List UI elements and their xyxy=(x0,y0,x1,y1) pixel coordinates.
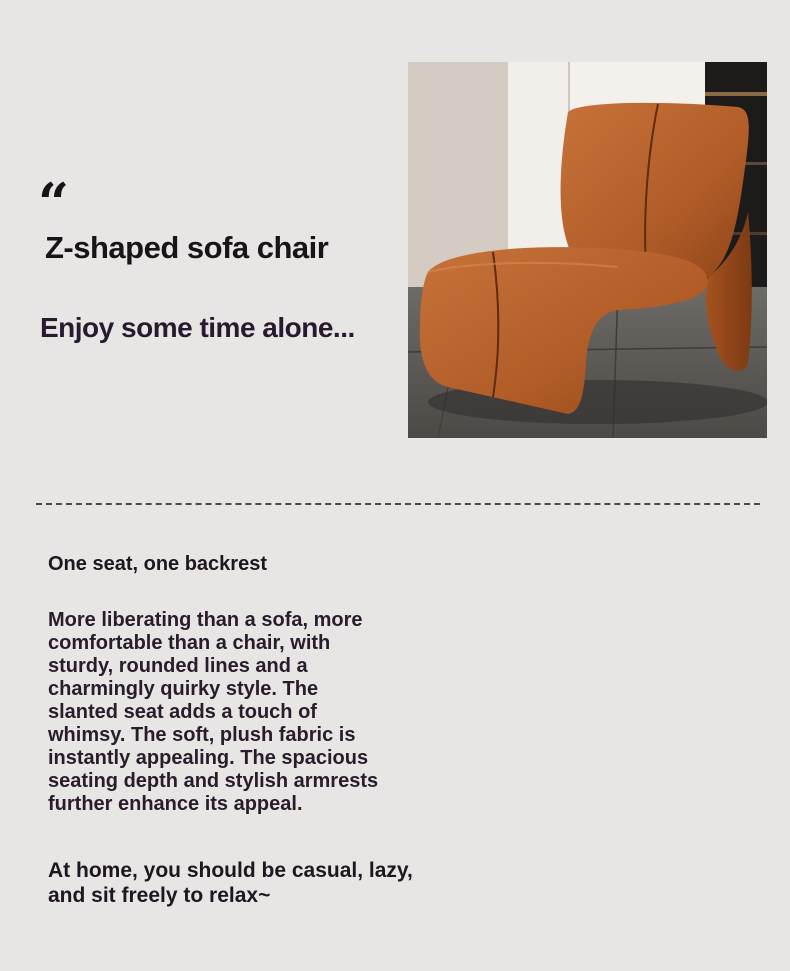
product-tagline: Enjoy some time alone... xyxy=(40,312,355,343)
closing-paragraph: At home, you should be casual, lazy, and sit freely to relax~ xyxy=(48,859,413,907)
product-title: Z-shaped sofa chair xyxy=(45,230,329,265)
quote-mark: “ xyxy=(38,171,70,235)
description-paragraph: More liberating than a sofa, more comfortable than a chair, with sturdy, rounded lines and a charmingly quirky style. The slanted seat adds a touch of whimsy. The soft, plush fabric is instantly appealing. The spacious seating depth and stylish armrests further enhance its appeal. xyxy=(48,609,379,815)
section-heading: One seat, one backrest xyxy=(48,553,267,575)
chair-photo xyxy=(408,62,767,438)
dashed-divider xyxy=(36,503,760,505)
